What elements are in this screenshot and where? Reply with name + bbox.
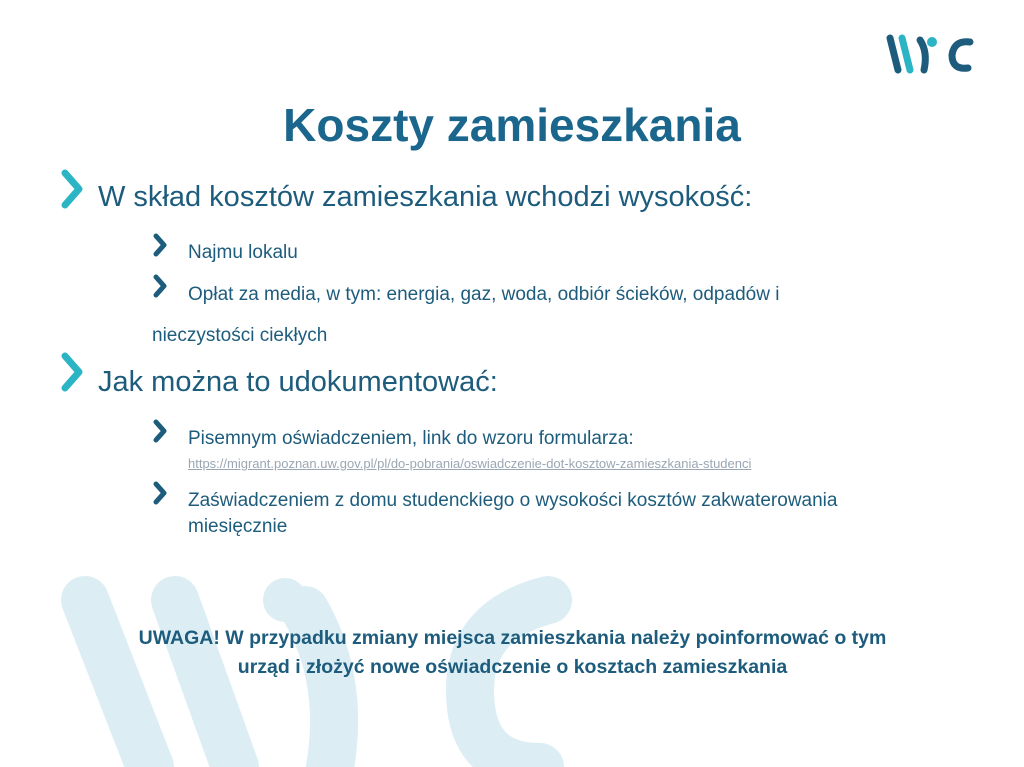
chevron-right-icon	[152, 273, 168, 299]
chevron-right-icon	[60, 168, 84, 210]
sub-item-dormitory-certificate: Zaświadczeniem z domu studenckiego o wysokości kosztów zakwaterowania	[188, 490, 838, 511]
sub-item-utilities-continued: nieczystości ciekłych	[152, 325, 328, 346]
warning-note	[40, 624, 985, 682]
chevron-right-icon	[60, 351, 84, 393]
bullet-documentation: Jak można to udokumentować:	[98, 366, 498, 398]
slide-title: Koszty zamieszkania	[283, 99, 741, 151]
sub-item-rent: Najmu lokalu	[188, 242, 298, 263]
sub-item-utilities: Opłat za media, w tym: energia, gaz, woda, odbiór ścieków, odpadów i	[188, 284, 780, 305]
chevron-right-icon	[152, 480, 168, 506]
bullet-cost-composition: W skład kosztów zamieszkania wchodzi wysokość:	[98, 181, 753, 213]
warning-note-line-2: urząd i złożyć nowe oświadczenie o kosztach zamieszkania	[237, 656, 788, 678]
chevron-right-icon	[152, 232, 168, 258]
wsc-logo	[884, 30, 984, 78]
sub-item-dormitory-certificate-continued: miesięcznie	[188, 516, 288, 537]
form-template-link[interactable]: https://migrant.poznan.uw.gov.pl/pl/do-pobrania/oswiadczenie-dot-kosztow-zamieszkania-studenci	[188, 456, 752, 471]
sub-item-written-statement: Pisemnym oświadczeniem, link do wzoru formularza:	[188, 428, 634, 449]
warning-note-line-1: UWAGA! W przypadku zmiany miejsca zamieszkania należy poinformować o tym	[138, 627, 887, 649]
chevron-right-icon	[152, 418, 168, 444]
